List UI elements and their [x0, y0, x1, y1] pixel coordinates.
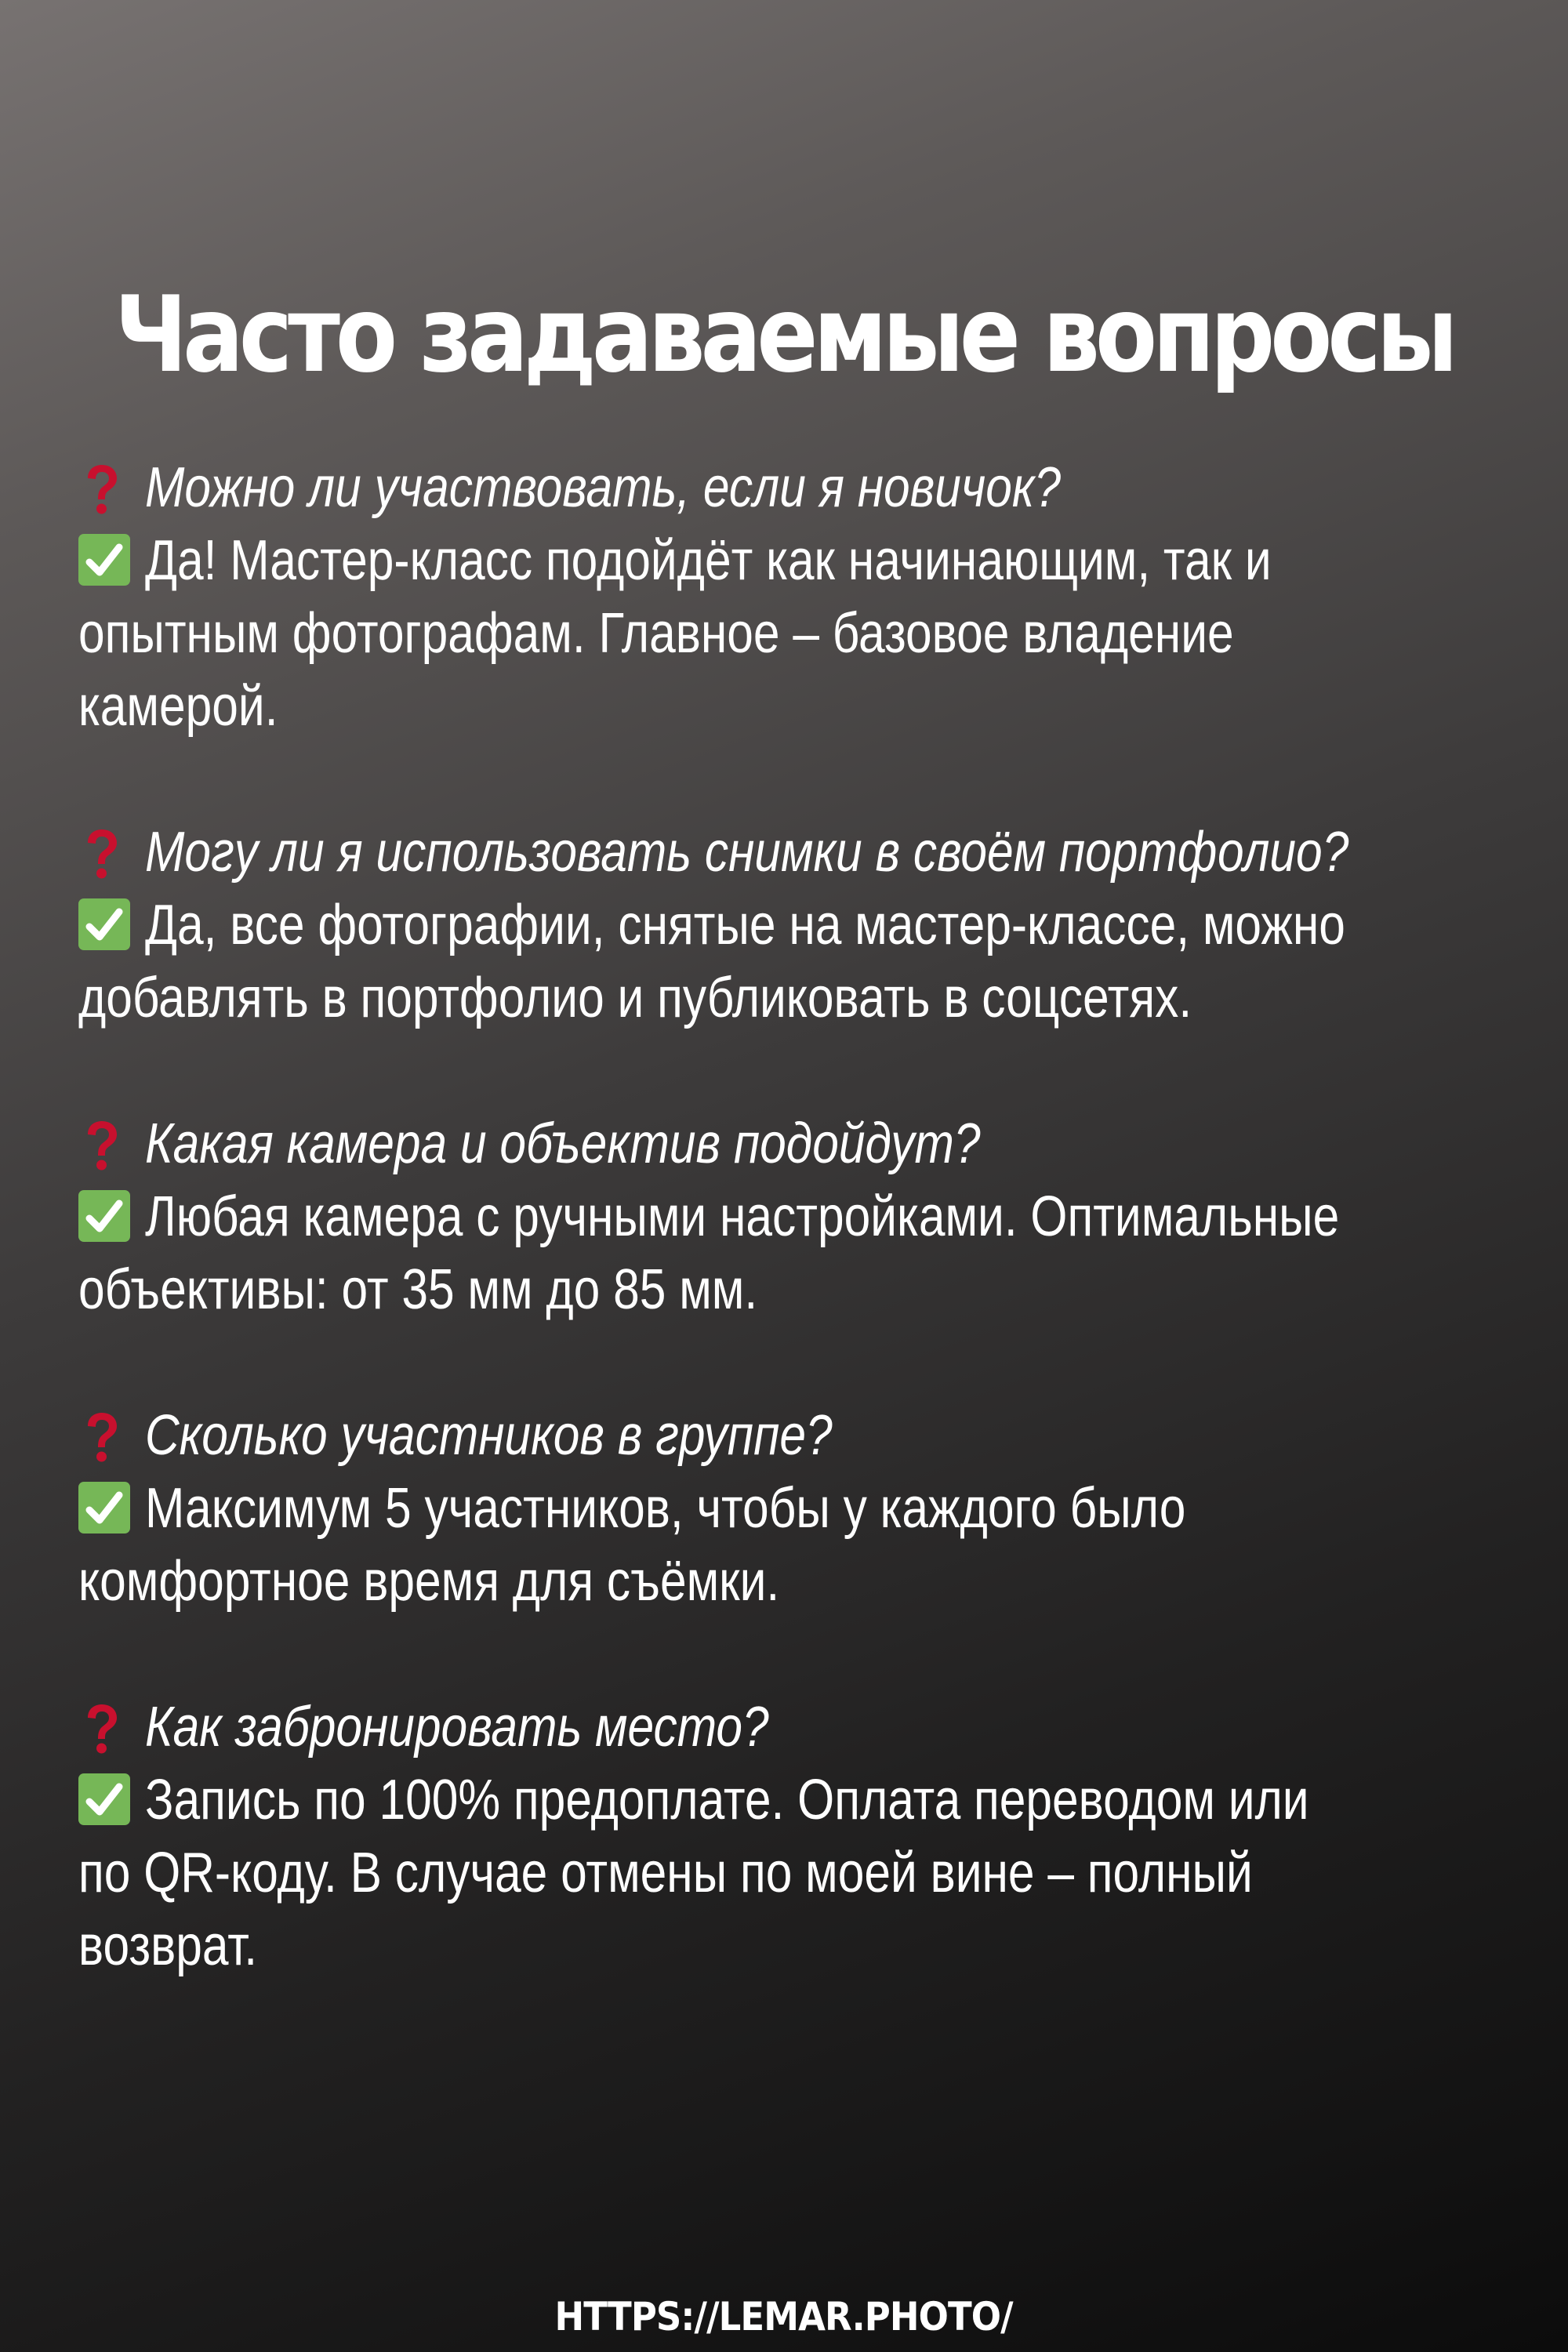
answer-text: камерой. — [78, 675, 278, 738]
question-mark-icon — [83, 464, 121, 516]
faq-answer-line — [0, 1910, 1568, 1983]
answer-text: Максимум 5 участников, чтобы у каждого было — [145, 1477, 1186, 1540]
faq-answer-line — [0, 524, 1568, 597]
spacer — [0, 1035, 1568, 1108]
question-mark-icon — [83, 1412, 121, 1464]
answer-text: по QR-коду. В случае отмены по моей вине – полный — [78, 1842, 1253, 1904]
faq-answer-line — [0, 597, 1568, 670]
faq-answer-line — [0, 1764, 1568, 1837]
answer-text: возврат. — [78, 1915, 258, 1977]
faq-answer-line — [0, 1837, 1568, 1910]
faq-answer-line — [0, 1254, 1568, 1327]
answer-text: Да! Мастер-класс подойдёт как начинающим, так и — [145, 529, 1272, 592]
question-text: Можно ли участвовать, если я новичок? — [145, 456, 1062, 519]
faq-question — [0, 1399, 1568, 1472]
faq-item — [0, 1691, 1568, 1983]
faq-item — [0, 1399, 1568, 1618]
website-link[interactable]: HTTPS://LEMAR.PHOTO/ — [554, 2294, 1014, 2339]
check-box-icon — [78, 534, 130, 586]
faq-answer-line — [0, 889, 1568, 962]
answer-text: Да, все фотографии, снятые на мастер-классе, можно — [145, 894, 1345, 956]
question-text: Как забронировать место? — [145, 1696, 769, 1759]
faq-question — [0, 452, 1568, 524]
check-box-icon — [78, 1482, 130, 1534]
faq-item — [0, 1108, 1568, 1327]
spacer — [0, 1327, 1568, 1399]
faq-answer-line — [0, 1472, 1568, 1545]
faq-item — [0, 452, 1568, 743]
footer — [0, 2291, 1568, 2343]
check-box-icon — [78, 1773, 130, 1825]
check-box-icon — [78, 898, 130, 950]
answer-text: опытным фотографам. Главное – базовое владение — [78, 602, 1234, 665]
question-mark-icon — [83, 1120, 121, 1172]
spacer — [0, 1618, 1568, 1691]
answer-text: Запись по 100% предоплате. Оплата переводом или — [145, 1769, 1309, 1831]
spacer — [0, 743, 1568, 816]
faq-list — [0, 452, 1568, 1983]
faq-answer-line — [0, 670, 1568, 743]
answer-text: Любая камера с ручными настройками. Оптимальные — [145, 1185, 1340, 1248]
answer-text: объективы: от 35 мм до 85 мм. — [78, 1258, 758, 1321]
page-title-text: Часто задаваемые вопросы — [114, 273, 1454, 396]
faq-question — [0, 816, 1568, 889]
faq-question — [0, 1691, 1568, 1764]
question-text: Могу ли я использовать снимки в своём портфолио? — [145, 821, 1349, 884]
question-mark-icon — [83, 829, 121, 880]
faq-answer-line — [0, 1545, 1568, 1618]
faq-question — [0, 1108, 1568, 1181]
question-text: Какая камера и объектив подойдут? — [145, 1112, 981, 1175]
question-text: Сколько участников в группе? — [145, 1404, 833, 1467]
faq-item — [0, 816, 1568, 1035]
answer-text: комфортное время для съёмки. — [78, 1550, 780, 1613]
question-mark-icon — [83, 1704, 121, 1755]
faq-answer-line — [0, 962, 1568, 1035]
check-box-icon — [78, 1190, 130, 1242]
answer-text: добавлять в портфолио и публиковать в соцсетях. — [78, 967, 1192, 1029]
page-title — [0, 273, 1568, 396]
faq-answer-line — [0, 1181, 1568, 1254]
